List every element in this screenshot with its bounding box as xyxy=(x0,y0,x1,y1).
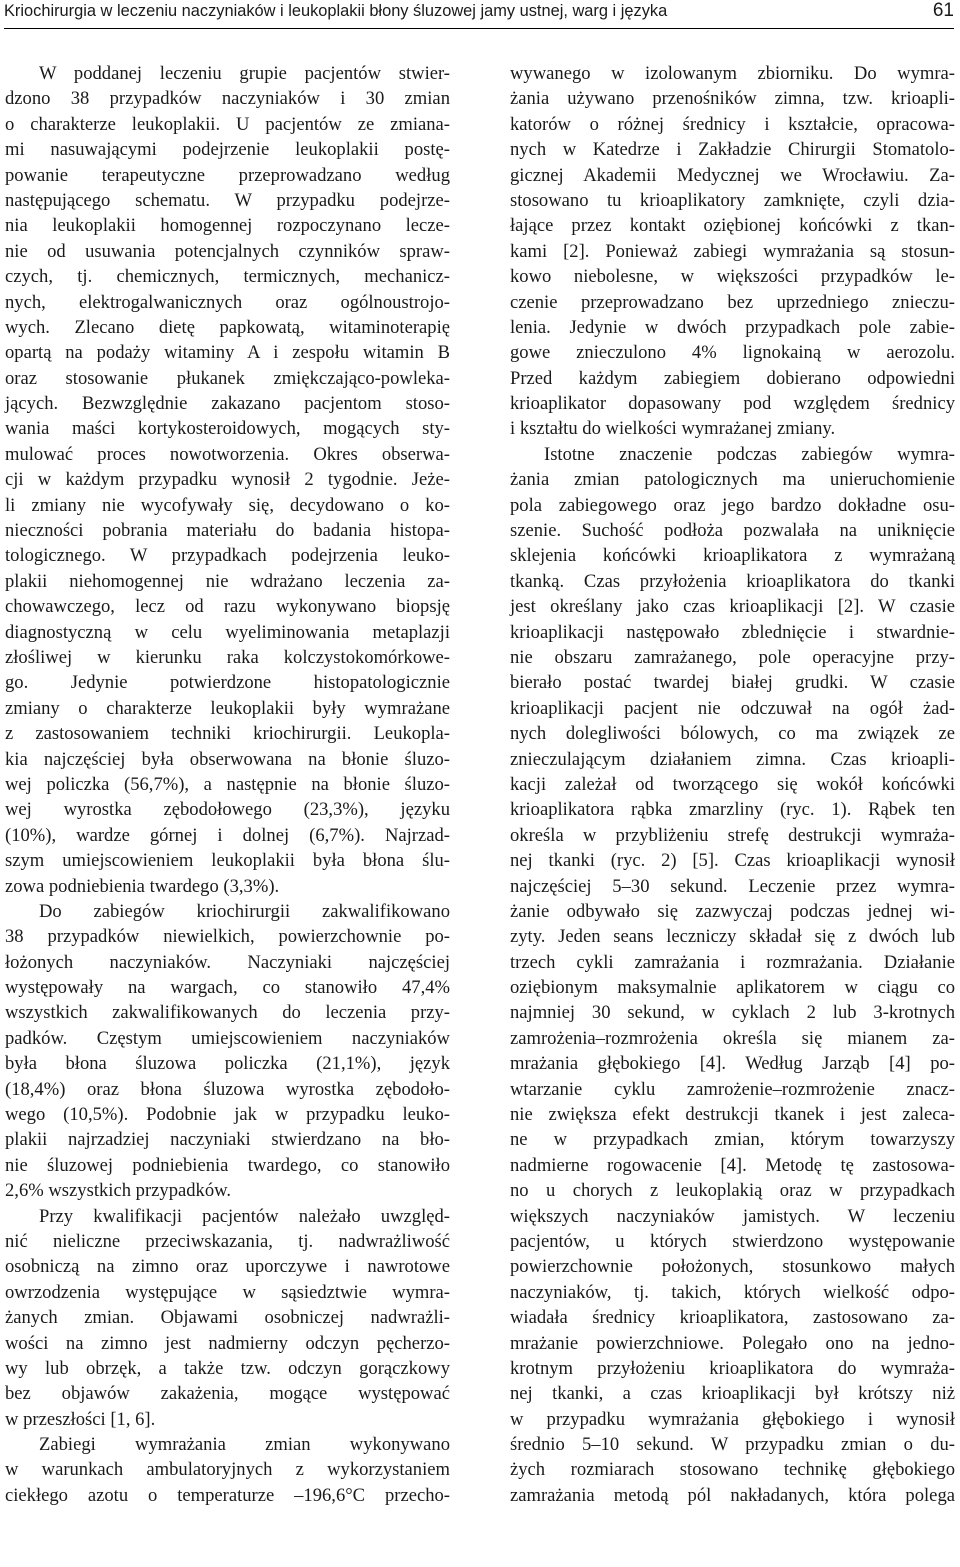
text-line: z zastosowaniem techniki kriochirurgii. Leukopla- xyxy=(5,723,450,745)
text-line: wego (10,5%). Podobnie jak w przypadku leuko- xyxy=(5,1104,450,1126)
text-line: plakii najrzadziej naczyniaki stwierdzano na bło- xyxy=(5,1129,450,1151)
text-line: katorów o różnej średnicy i kształcie, opracowa- xyxy=(510,113,955,135)
text-line: Do zabiegów kriochirurgii zakwalifikowano xyxy=(39,900,450,922)
text-line: w warunkach ambulatoryjnych z wykorzystaniem xyxy=(5,1459,450,1481)
text-line: stosowano tu krioaplikatory zamknięte, czyli dzia- xyxy=(510,189,955,211)
text-line: łożonych naczyniaków. Naczyniaki najczęściej xyxy=(5,951,450,973)
text-line: dzono 38 przypadków naczyniaków i 30 zmian xyxy=(5,88,450,110)
text-line: nie śluzowej podniebienia twardego, co stanowiło xyxy=(5,1154,450,1176)
left-text-column xyxy=(5,61,450,1508)
text-line: wych. Zlecano dietę papkowatą, witaminoterapię xyxy=(5,316,450,338)
text-line: kowo niebolesne, w większości przypadków le- xyxy=(510,266,955,288)
text-line: w przeszłości [1, 6]. xyxy=(5,1408,156,1430)
text-line: mulować proces nowotworzenia. Okres obserwa- xyxy=(5,443,450,465)
text-line: większych naczyniaków jamistych. W leczeniu xyxy=(510,1205,955,1227)
right-text-column xyxy=(510,61,955,1508)
text-line: gicznej Akademii Medycznej we Wrocławiu. Za- xyxy=(510,164,955,186)
text-line: padków. Częstym umiejscowieniem naczyniaków xyxy=(5,1027,450,1049)
page-number: 61 xyxy=(932,0,954,21)
text-line: żania używano przenośników zimna, tzw. krioapli- xyxy=(510,88,955,110)
text-line: zyty. Jeden seans leczniczy składał się z dwóch lub xyxy=(510,926,955,948)
text-line: o charakterze leukoplakii. U pacjentów ze zmiana- xyxy=(5,113,450,135)
text-line: gowe znieczulono 4% lignokainą w aerozolu. xyxy=(510,342,955,364)
text-line: Przed każdym zabiegiem dobierano odpowiedni xyxy=(510,367,955,389)
running-title: Kriochirurgia w leczeniu naczyniaków i leukoplakii błony śluzowej jamy ustnej, warg i języka xyxy=(4,2,668,20)
text-line: Istotne znaczenie podczas zabiegów wymra- xyxy=(544,443,955,465)
text-line: pola zabiegowego oraz jego bardzo dokładne osu- xyxy=(510,494,955,516)
text-line: W poddanej leczeniu grupie pacjentów stwier- xyxy=(39,63,450,84)
text-line: no u chorych z leukoplakią oraz w przypadkach xyxy=(510,1180,955,1202)
text-line: nych dolegliwości bólowych, co ma związek ze xyxy=(510,723,955,745)
text-line: oziębionym maksymalnie aplikatorem w ciągu co xyxy=(510,977,955,999)
text-line: powierzchownie położonych, stosunkowo małych xyxy=(510,1256,955,1278)
text-line: mrażanie powierzchniowe. Polegało ono na jedno- xyxy=(510,1332,955,1354)
text-line: szym umiejscowieniem leukoplakii była błona ślu- xyxy=(5,850,450,872)
text-line: krioaplikatora rąbka zmarzliny (ryc. 1). Rąbek ten xyxy=(510,799,955,821)
text-line: li zmiany nie wycofywały się, decydowano o ko- xyxy=(5,494,450,516)
text-line: jest określany jako czas krioaplikacji [2]. W czasie xyxy=(510,596,955,618)
text-line: nej tkanki (ryc. 2) [5]. Czas krioaplikacji wynosił xyxy=(510,850,955,872)
text-line: mi nasuwającymi podejrzenie leukoplakii postę- xyxy=(5,139,450,161)
text-line: nić nieliczne przeciwskazania, tj. nadwrażliwość xyxy=(5,1230,450,1252)
text-line: występowały na wargach, co stanowiło 47,4% xyxy=(5,977,450,999)
text-line: wej wyrostka zębodołowego (23,3%), języku xyxy=(5,799,450,821)
text-line: mrażania głębokiego [4]. Według Jarząb [4] po- xyxy=(510,1053,955,1075)
text-line: czych, tj. chemicznych, termicznych, mechanicz- xyxy=(5,266,450,288)
text-line: nia leukoplakii homogennej rozpoczynano lecze- xyxy=(5,215,450,237)
text-line: była błona śluzowa policzka (21,1%), język xyxy=(5,1053,450,1075)
text-line: zowa podniebienia twardego (3,3%). xyxy=(5,875,280,897)
text-line: nej tkanki, a czas krioaplikacji był krótszy niż xyxy=(510,1383,955,1405)
text-line: wej policzka (56,7%), a następnie na błonie śluzo- xyxy=(5,773,450,795)
text-line: bierało postać twardej białej grudki. W czasie xyxy=(510,672,955,694)
text-line: nieczności pobrania materiału do badania histopa- xyxy=(5,520,450,542)
text-line: zamrożenia–rozmrożenia określa się mianem za- xyxy=(510,1027,955,1049)
text-line: owrzodzenia występujące w sąsiedztwie wymra- xyxy=(5,1281,450,1303)
text-line: tologicznego. W przypadkach podejrzenia leuko- xyxy=(5,545,450,567)
text-line: ciekłego azotu o temperaturze –196,6°C przecho- xyxy=(5,1484,450,1506)
text-line: ne w przypadkach zmian, którym towarzyszy xyxy=(510,1129,955,1151)
text-line: pacjentów, u których stwierdzono występowanie xyxy=(510,1230,955,1252)
text-line: kia najczęściej była obserwowana na błonie śluzo- xyxy=(5,748,450,770)
text-line: krioaplikacji pacjent nie odczuwał na ogół żad- xyxy=(510,697,955,719)
text-line: tkanką. Czas przyłożenia krioaplikatora do tkanki xyxy=(510,570,955,592)
text-line: Przy kwalifikacji pacjentów należało uwzględ- xyxy=(39,1205,450,1227)
text-line: znieczulającym działaniem zimna. Czas krioapli- xyxy=(510,748,955,770)
text-line: szenie. Suchość podłoża pozwalała na uniknięcie xyxy=(510,520,955,542)
text-line: następującego schematu. W przypadku podejrze- xyxy=(5,189,450,211)
text-line: łające przez kontakt oziębionej końcówki z tkan- xyxy=(510,215,955,237)
text-line: nadmierne rogowacenie [4]. Metodę tę zastosowa- xyxy=(510,1154,955,1176)
text-line: kami [2]. Ponieważ zabiegi wymrażania są stosun- xyxy=(510,240,955,262)
text-line: czenie przeprowadzano bez uprzedniego znieczu- xyxy=(510,291,955,313)
text-line: żanie odbywało się zazwyczaj podczas jednej wi- xyxy=(510,900,955,922)
text-line: nych, elektrogalwanicznych oraz ogólnoustrojo- xyxy=(5,291,450,313)
text-line: wania maści kortykosteroidowych, mogących sty- xyxy=(5,418,450,440)
text-line: wiadała średnicy krioaplikatora, zastosowano za- xyxy=(510,1307,955,1329)
text-line: nie obszaru zamrażanego, pole operacyjne przy- xyxy=(510,646,955,668)
text-line: nie zwiększa efekt destrukcji tkanek i jest zaleca- xyxy=(510,1104,955,1126)
text-line: żych rozmiarach stosowano technikę głębokiego xyxy=(510,1459,955,1481)
text-line: trzech cykli zamrażania i rozmrażania. Działanie xyxy=(510,951,955,973)
running-header xyxy=(4,0,954,29)
text-line: osobniczą na zimno oraz uporczywe i nawrotowe xyxy=(5,1256,450,1278)
text-line: nych w Katedrze i Zakładzie Chirurgii Stomatolo- xyxy=(510,139,955,161)
text-line: chowawczego, lecz od razu wykonywano biopsję xyxy=(5,596,450,618)
text-line: krioaplikacji następowało zblednięcie i stwardnie- xyxy=(510,621,955,643)
text-line: określa w przybliżeniu strefę destrukcji wymraża- xyxy=(510,824,955,846)
text-line: opartą na podaży witaminy A i zespołu witamin B xyxy=(5,342,450,364)
text-line: oraz stosowanie płukanek zmiękczająco-powleka- xyxy=(5,367,450,389)
text-line: cji w każdym przypadku wynosił 2 tygodnie. Jeże- xyxy=(5,469,450,491)
text-line: kacji zależał od tworzącego się wokół końcówki xyxy=(510,773,955,795)
text-line: powanie terapeutyczne przeprowadzano według xyxy=(5,164,450,186)
text-line: wości na zimno jest nadmierny odczyn pęcherzo- xyxy=(5,1332,450,1354)
text-line: wszystkich zakwalifikowanych do leczenia przy- xyxy=(5,1002,450,1024)
text-line: plakii niehomogennej nie wdrażano leczenia za- xyxy=(5,570,450,592)
text-line: Zabiegi wymrażania zmian wykonywano xyxy=(39,1434,450,1456)
text-line: wywanego w izolowanym zbiorniku. Do wymra- xyxy=(510,63,955,84)
text-line: krioaplikator dopasowany pod względem średnicy xyxy=(510,393,955,415)
text-line: jących. Bezwzględnie zakazano pacjentom stoso- xyxy=(5,393,450,415)
text-line: sklejenia końcówki krioaplikatora z wymrażaną xyxy=(510,545,955,567)
text-line: bez objawów zakażenia, mogące występować xyxy=(5,1383,450,1405)
text-line: lenia. Jedynie w dwóch przypadkach pole zabie- xyxy=(510,316,955,338)
text-line: naczyniaków, tj. takich, których wielkość odpo- xyxy=(510,1281,955,1303)
text-line: żania zmian patologicznych ma unieruchomienie xyxy=(510,469,955,491)
text-line: nie od usuwania potencjalnych czynników spraw- xyxy=(5,240,450,262)
text-line: najczęściej 5–30 sekund. Leczenie przez wymra- xyxy=(510,875,955,897)
text-line: złośliwej w kierunku raka kolczystokomórkowe- xyxy=(5,646,450,668)
text-line: (10%), wardze górnej i dolnej (6,7%). Najrzad- xyxy=(5,824,450,846)
text-line: 2,6% wszystkich przypadków. xyxy=(5,1180,232,1202)
text-line: i kształtu do wielkości wymrażanej zmiany. xyxy=(510,418,836,440)
text-line: wtarzanie cyklu zamrożenie–rozmrożenie znacz- xyxy=(510,1078,955,1100)
text-line: krotnym przyłożeniu krioaplikatora do wymraża- xyxy=(510,1357,955,1379)
text-line: go. Jedynie potwierdzone histopatologicznie xyxy=(5,672,450,694)
text-line: żanych zmian. Objawami osobniczej nadwrażli- xyxy=(5,1307,450,1329)
text-line: 38 przypadków niewielkich, powierzchownie po- xyxy=(5,926,450,948)
text-line: w przypadku wymrażania głębokiego i wynosił xyxy=(510,1408,955,1430)
text-line: (18,4%) oraz błona śluzowa wyrostka zębodoło- xyxy=(5,1078,450,1100)
text-line: średnio 5–10 sekund. W przypadku zmian o du- xyxy=(510,1434,955,1456)
text-line: najmniej 30 sekund, w cyklach 2 lub 3-krotnych xyxy=(510,1002,955,1024)
text-line: zamrażania metodą pól nakładanych, która polega xyxy=(510,1484,955,1506)
text-line: zmiany o charakterze leukoplakii były wymrażane xyxy=(5,697,450,719)
text-line: wy lub obrzęk, a także tzw. odczyn gorączkowy xyxy=(5,1357,450,1379)
text-line: diagnostyczną w celu wyeliminowania metaplazji xyxy=(5,621,450,643)
